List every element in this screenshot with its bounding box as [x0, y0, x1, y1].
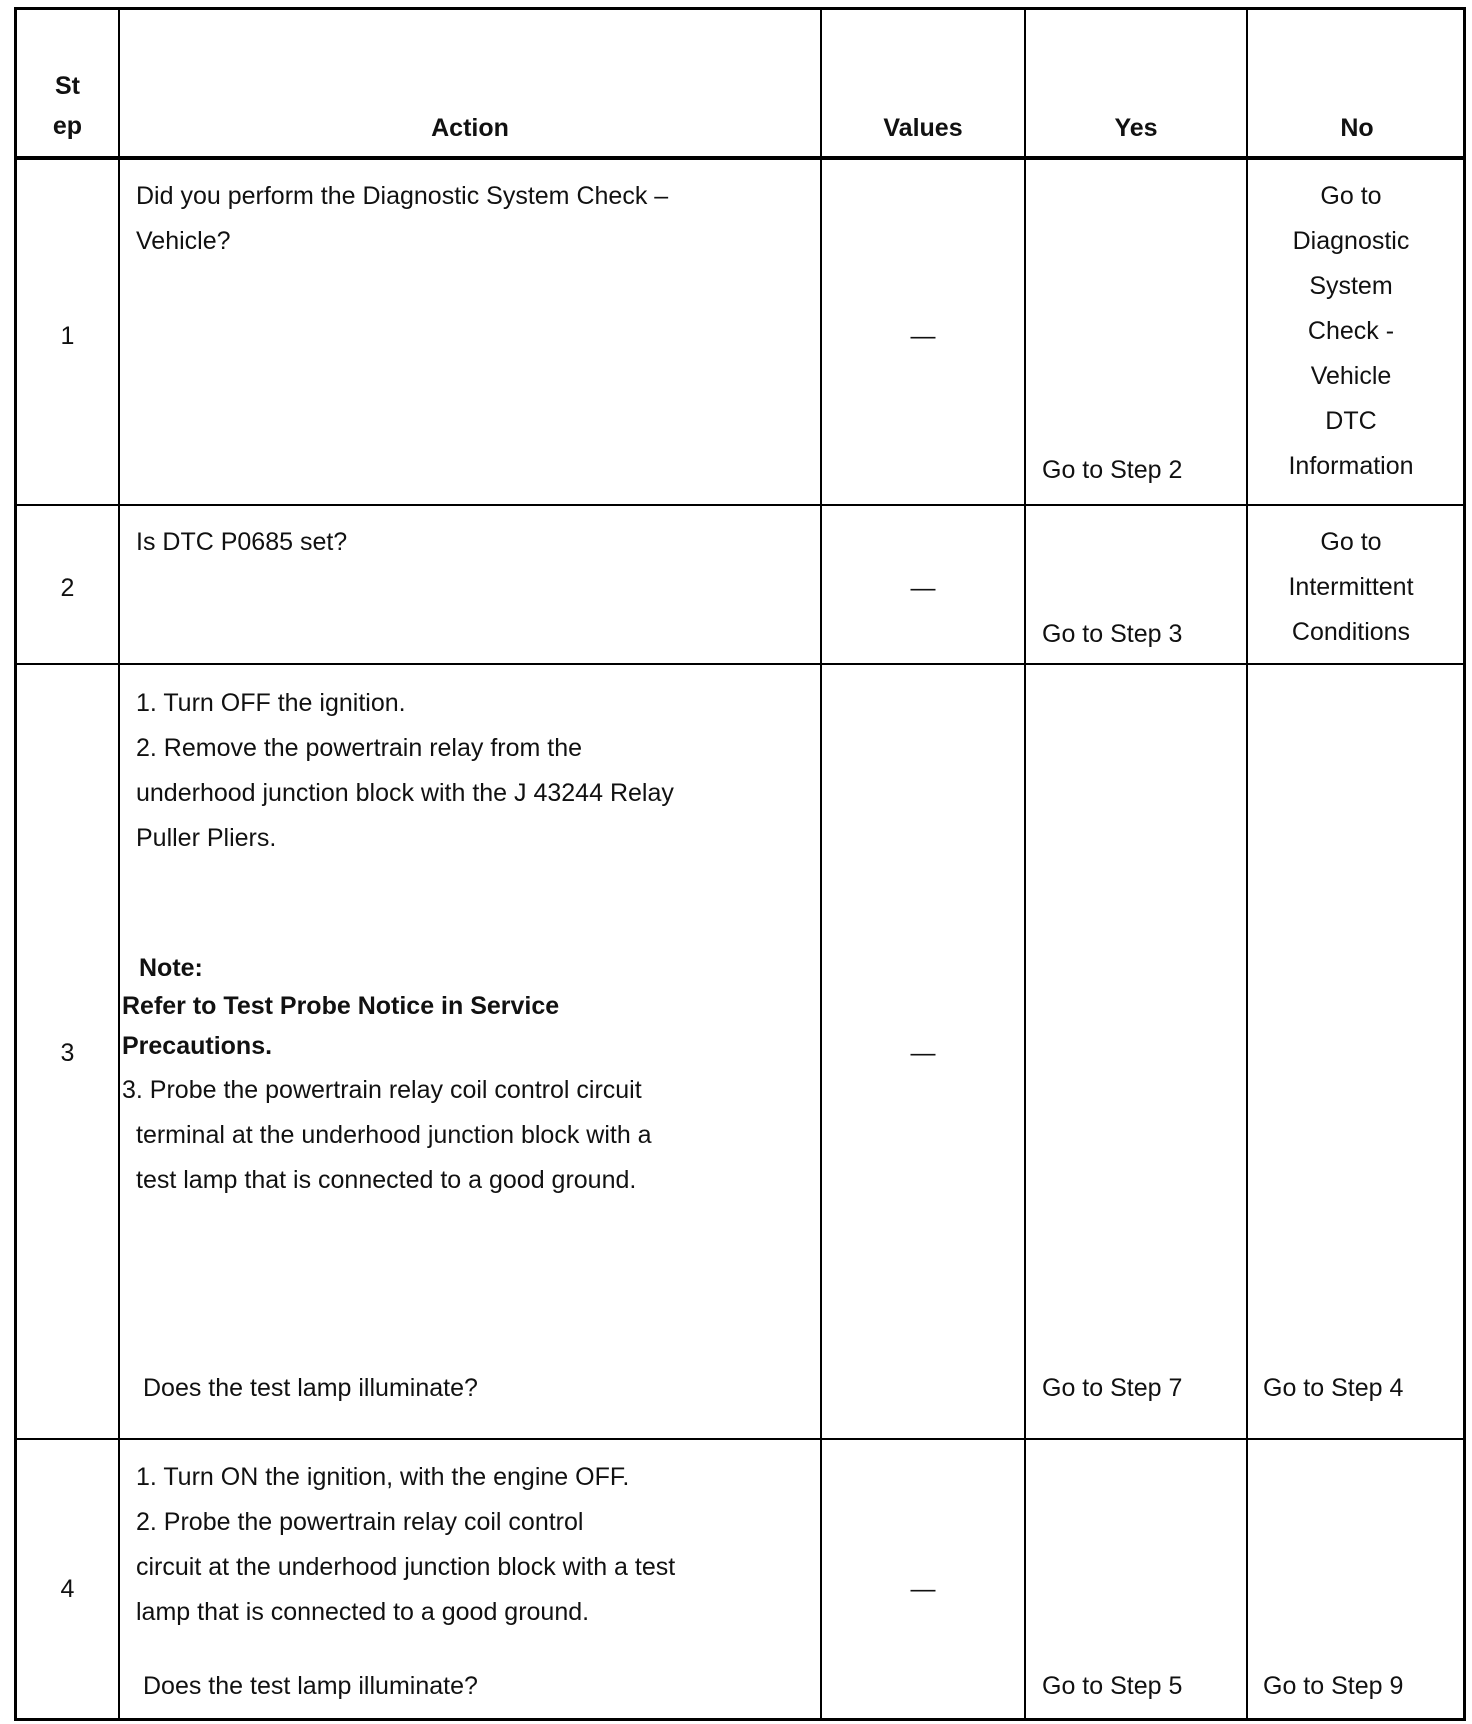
action-steps: 3. Probe the powertrain relay coil control circuit terminal at the underhood junction block with a test lamp that is connected to a good ground. — [122, 1076, 652, 1194]
values-cell: — — [910, 322, 936, 350]
row-divider — [17, 504, 1463, 506]
action-steps: 1. Turn OFF the ignition. 2. Remove the powertrain relay from the underhood junction block with the J 43244 Relay Puller Pliers. — [136, 689, 674, 852]
no-link[interactable]: Go to Step 4 — [1263, 1374, 1404, 1402]
header-no: No — [1340, 114, 1374, 142]
column-divider — [820, 10, 822, 1718]
header-yes: Yes — [1114, 114, 1158, 142]
action-text: Did you perform the Diagnostic System Check – Vehicle? — [136, 182, 669, 255]
diagnostic-table — [14, 7, 1466, 1721]
step-number: 1 — [60, 322, 75, 350]
column-divider — [118, 10, 120, 1718]
action-text: Is DTC P0685 set? — [136, 528, 348, 556]
values-cell: — — [910, 1039, 936, 1067]
note-text: Refer to Test Probe Notice in Service Precautions. — [122, 992, 560, 1060]
header-values: Values — [883, 114, 963, 142]
no-link[interactable]: Go to Diagnostic System Check - Vehicle DTC Information — [1288, 182, 1414, 480]
step-number: 3 — [60, 1039, 75, 1067]
no-link[interactable]: Go to Step 9 — [1263, 1672, 1404, 1700]
yes-link[interactable]: Go to Step 5 — [1042, 1672, 1183, 1700]
note-label: Note: — [139, 954, 203, 982]
step-number: 4 — [60, 1575, 75, 1603]
row-divider — [17, 663, 1463, 665]
row-divider — [17, 1438, 1463, 1440]
question-text: Does the test lamp illuminate? — [143, 1672, 478, 1700]
header-divider — [17, 156, 1463, 160]
column-divider — [1024, 10, 1026, 1718]
yes-link[interactable]: Go to Step 7 — [1042, 1374, 1183, 1402]
no-link[interactable]: Go to Intermittent Conditions — [1288, 528, 1414, 646]
values-cell: — — [910, 1575, 936, 1603]
yes-link[interactable]: Go to Step 3 — [1042, 620, 1183, 648]
step-number: 2 — [60, 574, 75, 602]
action-steps: 1. Turn ON the ignition, with the engine OFF. 2. Probe the powertrain relay coil control circuit at the underhood junction block with a test lamp that is connected to a good ground. — [136, 1463, 676, 1626]
header-step: St ep — [52, 72, 83, 140]
yes-link[interactable]: Go to Step 2 — [1042, 456, 1183, 484]
header-action: Action — [431, 114, 509, 142]
question-text: Does the test lamp illuminate? — [143, 1374, 478, 1402]
values-cell: — — [910, 574, 936, 602]
